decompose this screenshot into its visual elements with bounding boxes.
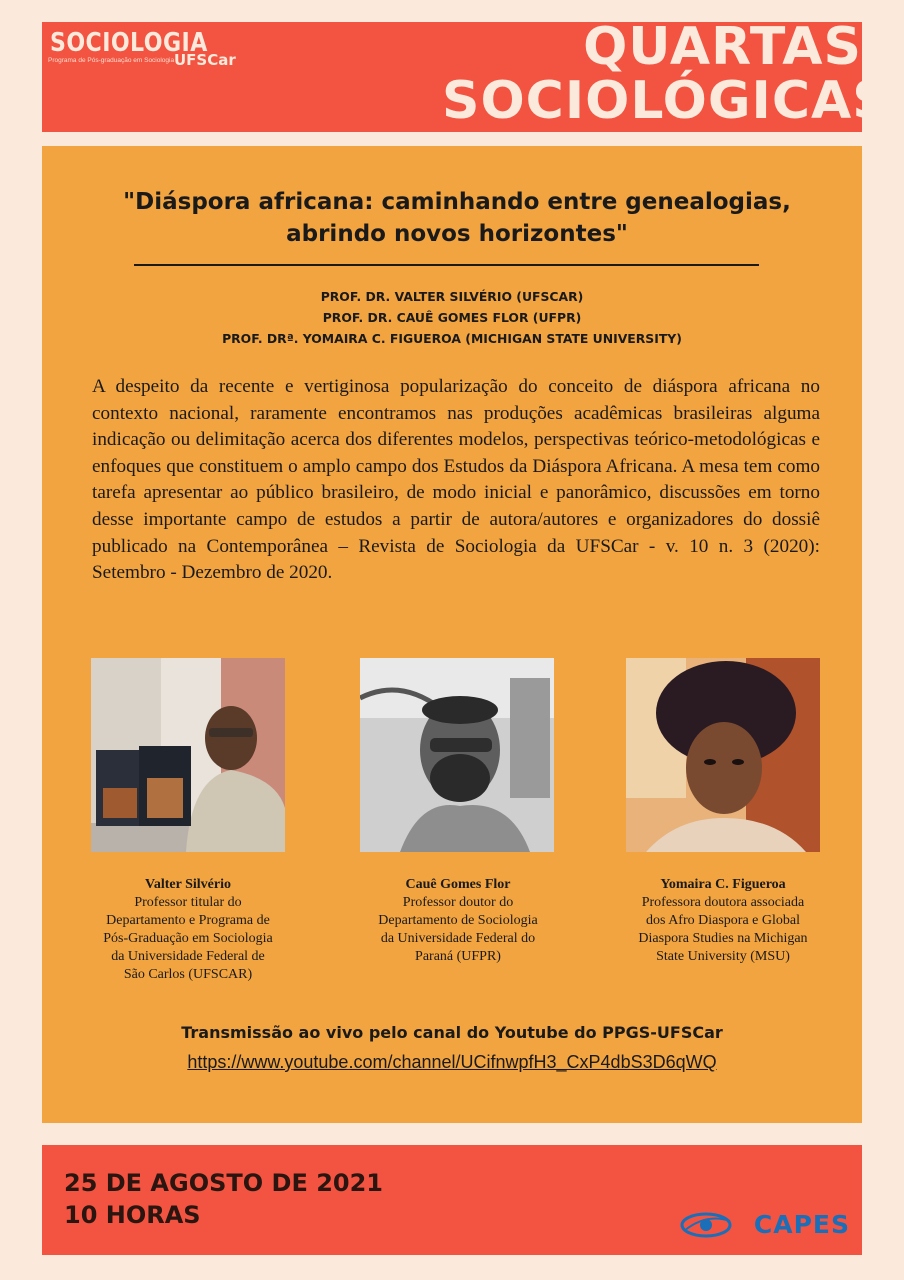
bio-line: Diaspora Studies na Michigan xyxy=(638,931,808,946)
event-date: 25 DE AGOSTO DE 2021 xyxy=(64,1169,383,1197)
speaker-line: PROF. DRª. YOMAIRA C. FIGUEROA (MICHIGAN STATE UNIVERSITY) xyxy=(222,331,682,346)
series-title-line2: SOCIOLÓGICAS xyxy=(442,71,891,131)
talk-title xyxy=(12,186,902,250)
bio-line: da Universidade Federal do xyxy=(380,931,536,946)
bio-line: da Universidade Federal de xyxy=(111,949,265,964)
title-divider xyxy=(134,264,759,266)
capes-logo xyxy=(680,1209,850,1241)
capes-wordmark: CAPES xyxy=(753,1210,850,1239)
bio-line: Departamento de Sociologia xyxy=(378,913,538,928)
event-series-title xyxy=(442,17,891,131)
bio-name: Cauê Gomes Flor xyxy=(405,877,511,892)
bio-valter xyxy=(68,876,308,984)
bio-yomaira xyxy=(603,876,843,966)
bio-caue xyxy=(338,876,578,966)
event-date-time xyxy=(64,1167,383,1231)
abstract-text: A despeito da recente e vertiginosa popularização do conceito de diáspora africana no contexto nacional, raramente encontramos nas produções acadêmicas brasileiras alguma indicação ou delimitação acerca dos diferentes modelos, perspectivas teórico-metodológicas e enfoques que constituem o amplo campo dos Estudos da Diáspora Africana. A mesa tem como tarefa apresentar ao público brasileiro, de modo inicial e panorâmico, discussões em torno desse importante campo de estudos a partir de autora/autores e organizadores do dossiê publicado na Contemporânea – Revista de Sociologia da UFSCar - v. 10 n. 3 (2020): Setembro - Dezembro de 2020. xyxy=(92,376,820,584)
bio-line: Professor titular do xyxy=(134,895,242,910)
talk-title-line1: "Diáspora africana: caminhando entre genealogias, xyxy=(123,189,791,215)
bio-line: Pós-Graduação em Sociologia xyxy=(103,931,273,946)
speaker-line: PROF. DR. CAUÊ GOMES FLOR (UFPR) xyxy=(322,310,582,325)
bio-line: São Carlos (UFSCAR) xyxy=(123,967,253,982)
bio-line: Professor doutor do xyxy=(402,895,514,910)
stream-info: Transmissão ao vivo pelo canal do Youtube do PPGS-UFSCar xyxy=(181,1023,723,1042)
bio-line: dos Afro Diaspora e Global xyxy=(646,913,800,928)
series-title-line1: QUARTAS xyxy=(583,17,862,77)
bio-name: Valter Silvério xyxy=(145,877,231,892)
bio-name: Yomaira C. Figueroa xyxy=(660,877,786,892)
footer-banner xyxy=(42,1145,862,1255)
speaker-photo-caue xyxy=(360,658,554,852)
bio-line: State University (MSU) xyxy=(656,949,790,964)
header-banner xyxy=(42,17,891,132)
logo-subtitle: Programa de Pós-graduação em Sociologia xyxy=(48,57,175,64)
talk-title-line2: abrindo novos horizontes" xyxy=(286,221,628,247)
bio-line: Professora doutora associada xyxy=(641,895,805,910)
speaker-photo-yomaira xyxy=(626,658,820,852)
event-time: 10 HORAS xyxy=(64,1201,201,1229)
bio-line: Departamento e Programa de xyxy=(106,913,270,928)
speaker-line: PROF. DR. VALTER SILVÉRIO (UFSCAR) xyxy=(320,289,584,304)
main-panel xyxy=(42,146,862,1123)
speakers-list xyxy=(42,286,862,349)
bio-line: Paraná (UFPR) xyxy=(415,949,501,964)
speaker-photo-valter xyxy=(91,658,285,852)
capes-eye-icon xyxy=(680,1209,734,1241)
sociologia-logo: SOCIOLOGIA xyxy=(50,28,208,58)
ufscar-logo: UFSCar xyxy=(174,51,236,69)
youtube-channel-link[interactable]: https://www.youtube.com/channel/UCifnwpfH3_CxP4dbS3D6qWQ xyxy=(187,1052,717,1072)
